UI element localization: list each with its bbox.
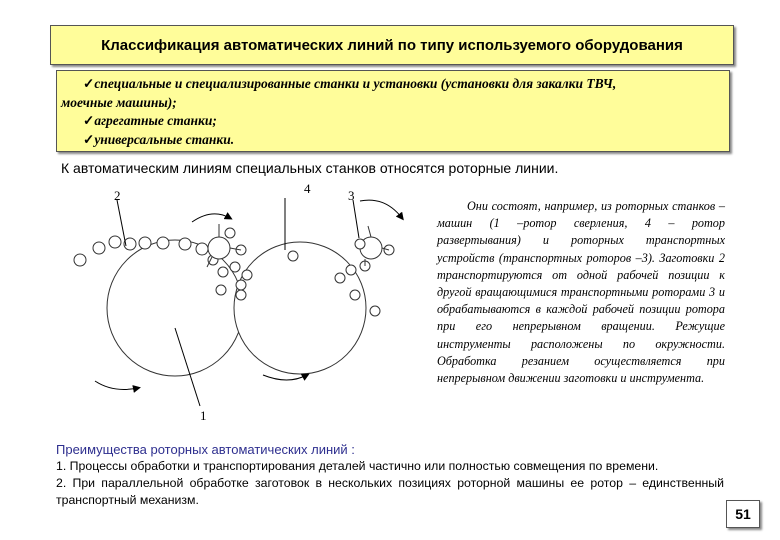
checkmark-icon: ✓ — [83, 131, 95, 147]
rotor-description: Они состоят, например, из роторных станков – машин (1 –ротор сверления, 4 – ротор развертывания) и роторных транспортных устройств (транспортных роторов –3). Заготовки 2 транспортируются от одной рабочей позиции к другой вращающимися транспортными роторами 3 и обрабатываются в каждой рабочей позиции ротора при его непрерывном вращении. Режущие инструменты расположены по окружности. Обработка резанием осуществляется при непрерывном движении заготовки и инструмента. — [437, 199, 725, 386]
transport-rotor-4 — [208, 237, 230, 259]
list-item: ✓специальные и специализированные станки и установки (установки для закалки ТВЧ, — [83, 76, 617, 91]
intro-text: К автоматическим линиям специальных станков относятся роторные линии. — [61, 160, 559, 176]
reaming-rotor — [234, 242, 366, 374]
label-4: 4 — [304, 181, 311, 196]
label-2: 2 — [114, 188, 121, 203]
slide-title: Классификация автоматических линий по типу используемого оборудования — [101, 36, 683, 54]
slide-title-box — [50, 25, 734, 65]
checkmark-icon: ✓ — [83, 76, 95, 91]
equipment-list — [56, 70, 730, 152]
rotary-line-diagram — [55, 178, 425, 443]
advantages-section — [56, 441, 724, 509]
list-item: ✓агрегатные станки; — [83, 113, 217, 128]
label-3: 3 — [348, 188, 355, 203]
rotor-diagram-svg — [55, 178, 425, 438]
advantages-heading: Преимущества роторных автоматических линий : — [56, 442, 355, 457]
advantage-item: 1. Процессы обработки и транспортирования деталей частично или полностью совмещения по времени. — [56, 459, 659, 473]
advantage-item: 2. При параллельной обработке заготовок в нескольких позициях роторной машины ее ротор – единственный транспортный механизм. — [56, 476, 724, 507]
list-item-continuation: моечные машины); — [61, 94, 177, 110]
checkmark-icon: ✓ — [83, 113, 95, 128]
list-item: ✓универсальные станки. — [83, 131, 235, 147]
label-1: 1 — [200, 408, 207, 423]
page-number: 51 — [726, 500, 760, 528]
drilling-rotor — [107, 240, 243, 376]
